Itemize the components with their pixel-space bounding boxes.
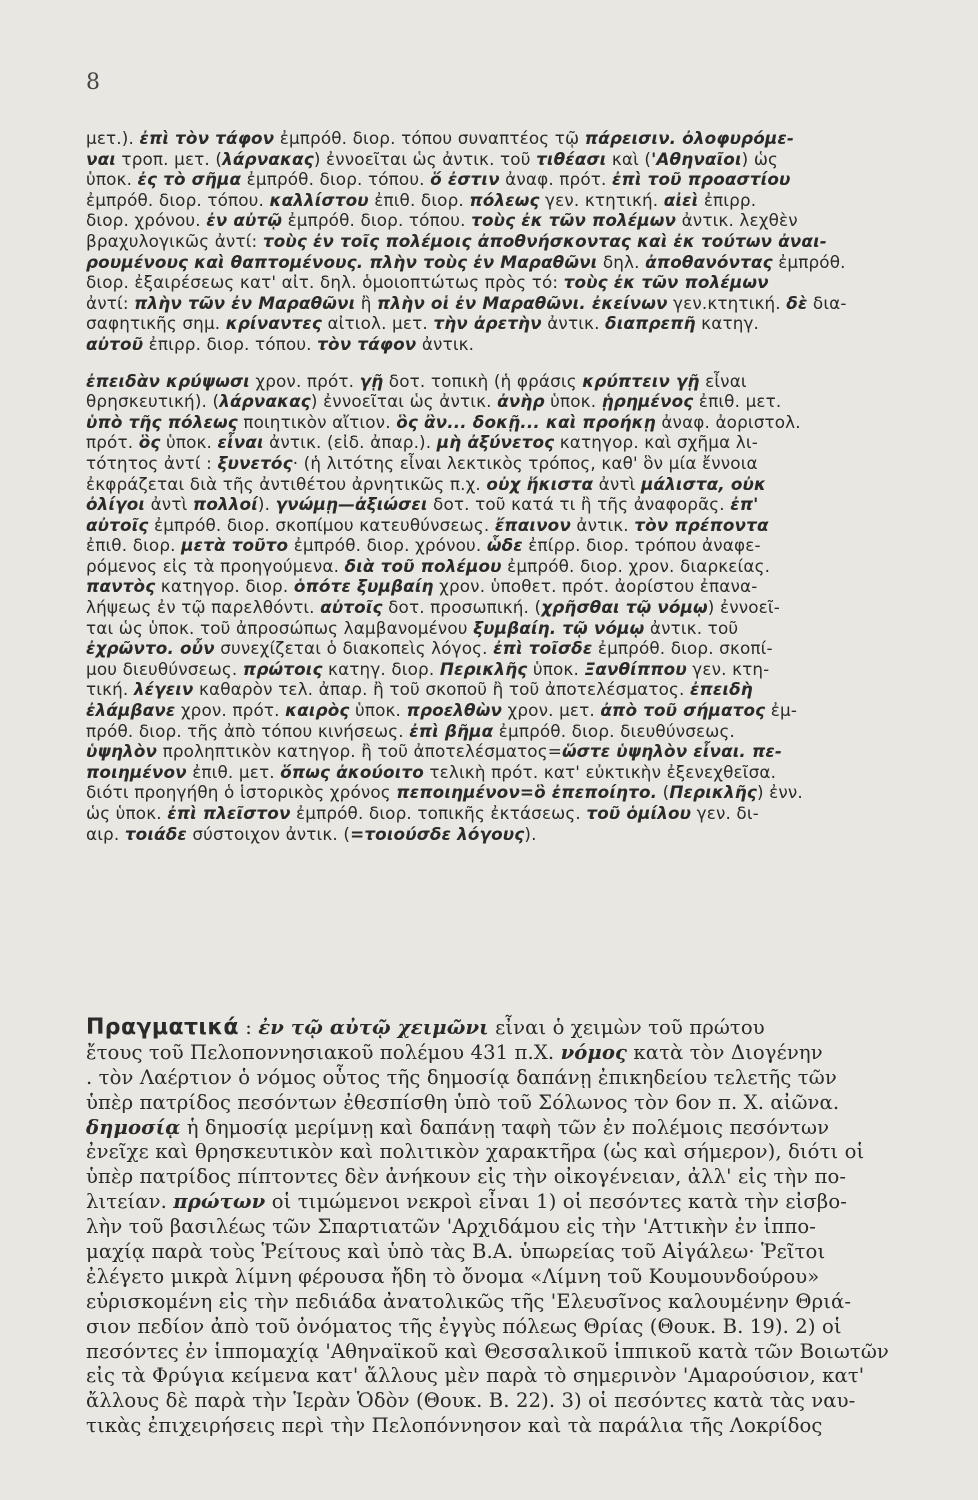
note-line: ἀντί: πλὴν τῶν ἐν Μαραθῶνι ἢ πλὴν οἱ ἐν Μαραθῶνι. ἐκείνων γεν.κτητική. δὲ δια- — [86, 292, 847, 313]
body-line: εἰς τὰ Φρύγια κείμενα κατ' ἄλλους μὲν παρὰ τὸ σημερινὸν 'Αμαρούσιον, κατ' — [86, 1364, 865, 1388]
body-line: ἐλέγετο μικρὰ λίμνη φέρουσα ἤδη τὸ ὄνομα «Λίμνη τοῦ Κουμουνδούρου» — [86, 1264, 820, 1288]
body-line: ὑπὲρ πατρίδος πεσόντων ἐθεσπίσθη ὑπὸ τοῦ Σόλωνος τὸν 6ον π. Χ. αἰῶνα. — [86, 1090, 840, 1114]
section-heading: Πραγματικά — [86, 1015, 239, 1040]
note-line: τική. λέγειν καθαρὸν τελ. ἀπαρ. ἢ τοῦ σκοποῦ ἢ τοῦ ἀποτελέσματος. ἐπειδὴ — [86, 679, 753, 700]
page-number: 8 — [86, 70, 100, 95]
body-line: . τὸν Λαέρτιον ὁ νόμος οὗτος τῆς δημοσίᾳ δαπάνῃ ἐπικηδείου τελετῆς τῶν — [86, 1065, 837, 1089]
note-line: ὡς ὑποκ. ἐπὶ πλεῖστον ἐμπρόθ. διορ. τοπικῆς ἐκτάσεως. τοῦ ὁμίλου γεν. δι- — [86, 803, 759, 823]
note-line: παντὸς κατηγορ. διορ. ὁπότε ξυμβαίη χρον. ὑποθετ. πρότ. ἀορίστου ἐπανα- — [86, 576, 758, 597]
note-line: ὀλίγοι ἀντὶ πολλοί). γνώμῃ—ἀξιώσει δοτ. τοῦ κατά τι ἢ τῆς ἀναφορᾶς. ἐπ' — [86, 494, 759, 515]
note-line: ναι τροπ. μετ. (λάρνακας) ἐννοεῖται ὡς ἀντικ. τοῦ τιθέασι καὶ ('Αθηναῖοι) ὡς — [86, 148, 779, 169]
body-line: Πραγματικά : ἐν τῷ αὐτῷ χειμῶνι εἶναι ὁ χειμὼν τοῦ πρώτου — [86, 1015, 765, 1040]
note-line: ὑποκ. ἐς τὸ σῆμα ἐμπρόθ. διορ. τόπου. ὅ ἐστιν ἀναφ. πρότ. ἐπὶ τοῦ προαστίου — [86, 169, 791, 190]
body-line: λὴν τοῦ βασιλέως τῶν Σπαρτιατῶν 'Αρχιδάμου εἰς τὴν 'Αττικὴν ἐν ἱππο- — [86, 1215, 816, 1239]
body-line: ἐνεῖχε καὶ θρησκευτικὸν καὶ πολιτικὸν χαρακτῆρα (ὡς καὶ σήμερον), διότι οἱ — [86, 1140, 865, 1164]
note-line: αὐτοῖς ἐμπρόθ. διορ. σκοπίμου κατευθύνσεως. ἔπαινον ἀντικ. τὸν πρέποντα — [86, 514, 769, 535]
note-line: ἐχρῶντο. οὖν συνεχίζεται ὁ διακοπεὶς λόγος. ἐπὶ τοῖσδε ἐμπρόθ. διορ. σκοπί- — [86, 638, 773, 659]
note-line: ρουμένους καὶ θαπτομένους. πλὴν τοὺς ἐν Μαραθῶνι δηλ. ἀποθανόντας ἐμπρόθ. — [86, 251, 846, 272]
grammar-notes — [86, 128, 966, 844]
note-line: λήψεως ἐν τῷ παρελθόντι. αὐτοῖς δοτ. προσωπική. (χρῆσθαι τῷ νόμῳ) ἐννοεῖ- — [86, 597, 780, 618]
note-line: ἐπιθ. διορ. μετὰ τοῦτο ἐμπρόθ. διορ. χρόνου. ὧδε ἐπίρρ. διορ. τρόπου ἀναφε- — [86, 535, 761, 556]
note-line: ὑπὸ τῆς πόλεως ποιητικὸν αἴτιον. ὃς ἂν... δοκῇ... καὶ προήκῃ ἀναφ. ἀοριστολ. — [86, 411, 801, 432]
note-line: ται ὡς ὑποκ. τοῦ ἀπροσώπως λαμβανομένου ξυμβαίη. τῷ νόμῳ ἀντικ. τοῦ — [86, 617, 739, 638]
note-line: ὑψηλὸν προληπτικὸν κατηγορ. ἢ τοῦ ἀποτελέσματος=ὥστε ὑψηλὸν εἶναι. πε- — [86, 741, 782, 762]
body-line: μαχίᾳ παρὰ τοὺς Ῥείτους καὶ ὑπὸ τὰς Β.Α. ὑπωρείας τοῦ Αἰγάλεω· Ῥεῖτοι — [86, 1240, 826, 1264]
note-line: αιρ. τοιάδε σύστοιχον ἀντικ. (=τοιούσδε λόγους). — [86, 823, 537, 844]
paragraph-gap — [86, 355, 966, 371]
note-line: ἐλάμβανε χρον. πρότ. καιρὸς ὑποκ. προελθὼν χρον. μετ. ἀπὸ τοῦ σήματος ἐμ- — [86, 700, 798, 721]
note-line: αὐτοῦ ἐπιρρ. διορ. τόπου. τὸν τάφον ἀντικ. — [86, 333, 475, 354]
note-line: πρότ. ὃς ὑποκ. εἶναι ἀντικ. (εἰδ. ἀπαρ.). μὴ ἀξύνετος κατηγορ. καὶ σχῆμα λι- — [86, 432, 758, 453]
note-line: θρησκευτική). (λάρνακας) ἐννοεῖται ὡς ἀντικ. ἀνὴρ ὑποκ. ᾑρημένος ἐπιθ. μετ. — [86, 391, 782, 412]
note-line: ἐπειδὰν κρύψωσι χρον. πρότ. γῇ δοτ. τοπικὴ (ἡ φράσις κρύπτειν γῇ εἶναι — [86, 370, 747, 391]
note-line: τότητος ἀντί : ξυνετός· (ἡ λιτότης εἶναι λεκτικὸς τρόπος, καθ' ὃν μία ἔννοια — [86, 452, 758, 473]
body-line: τικὰς ἐπιχειρήσεις περὶ τὴν Πελοπόννησον καὶ τὰ παράλια τῆς Λοκρίδος — [86, 1414, 823, 1438]
pragmatika-section — [86, 1016, 971, 1439]
body-line: ἔτους τοῦ Πελοποννησιακοῦ πολέμου 431 π.Χ. νόμος κατὰ τὸν Διογένην — [86, 1040, 823, 1064]
body-line: ἄλλους δὲ παρὰ τὴν Ἱερὰν Ὁδὸν (Θουκ. Β. 22). 3) οἱ πεσόντες κατὰ τὰς ναυ- — [86, 1389, 856, 1413]
note-line: σαφητικῆς σημ. κρίναντες αἰτιολ. μετ. τὴν ἀρετὴν ἀντικ. διαπρεπῆ κατηγ. — [86, 313, 760, 334]
body-line: ὑπὲρ πατρίδος πίπτοντες δὲν ἀνήκουν εἰς τὴν οἰκογένειαν, ἀλλ' εἰς τὴν πο- — [86, 1165, 847, 1189]
note-line: διορ. ἐξαιρέσεως κατ' αἰτ. δηλ. ὁμοιοπτώτως πρὸς τό: τοὺς ἐκ τῶν πολέμων — [86, 272, 769, 293]
note-line: ἐμπρόθ. διορ. τόπου. καλλίστου ἐπιθ. διορ. πόλεως γεν. κτητική. αἰεὶ ἐπιρρ. — [86, 189, 757, 210]
note-line: ποιημένον ἐπιθ. μετ. ὅπως ἀκούοιτο τελικὴ πρότ. κατ' εὐκτικὴν ἐξενεχθεῖσα. — [86, 761, 777, 782]
body-line: εὑρισκομένη εἰς τὴν πεδιάδα ἀνατολικῶς τῆς 'Ελευσῖνος καλουμένην Θριά- — [86, 1289, 852, 1313]
note-line: διορ. χρόνου. ἐν αὐτῷ ἐμπρόθ. διορ. τόπου. τοὺς ἐκ τῶν πολέμων ἀντικ. λεχθὲν — [86, 210, 798, 231]
note-line: διότι προηγήθη ὁ ἱστορικὸς χρόνος πεποιημένον=ὃ ἐπεποίητο. (Περικλῆς) ἐνν. — [86, 782, 803, 803]
body-line: πεσόντες ἐν ἱππομαχίᾳ 'Αθηναϊκοῦ καὶ Θεσσαλικοῦ ἱππικοῦ κατὰ τῶν Βοιωτῶν — [86, 1339, 889, 1363]
note-line: πρόθ. διορ. τῆς ἀπὸ τόπου κινήσεως. ἐπὶ βῆμα ἐμπρόθ. διορ. διευθύνσεως. — [86, 720, 735, 741]
body-line: σιον πεδίον ἀπὸ τοῦ ὀνόματος τῆς ἐγγὺς πόλεως Θρίας (Θουκ. Β. 19). 2) οἱ — [86, 1314, 842, 1338]
note-line: βραχυλογικῶς ἀντί: τοὺς ἐν τοῖς πολέμοις ἀποθνήσκοντας καὶ ἐκ τούτων ἀναι- — [86, 230, 827, 251]
note-line: ρόμενος εἰς τὰ προηγούμενα. διὰ τοῦ πολέμου ἐμπρόθ. διορ. χρον. διαρκείας. — [86, 555, 771, 576]
body-line: δημοσίᾳ ἡ δημοσίᾳ μερίμνῃ καὶ δαπάνῃ ταφὴ τῶν ἐν πολέμοις πεσόντων — [86, 1115, 830, 1139]
note-line: μου διευθύνσεως. πρώτοις κατηγ. διορ. Περικλῆς ὑποκ. Ξανθίππου γεν. κτη- — [86, 658, 770, 679]
note-line: ἐκφράζεται διὰ τῆς ἀντιθέτου ἀρνητικῶς π.χ. οὐχ ἥκιστα ἀντὶ μάλιστα, οὐκ — [86, 473, 767, 494]
body-line: λιτείαν. πρώτων οἱ τιμώμενοι νεκροὶ εἶναι 1) οἱ πεσόντες κατὰ τὴν εἰσβο- — [86, 1190, 847, 1214]
note-line: μετ.). ἐπὶ τὸν τάφον ἐμπρόθ. διορ. τόπου συναπτέος τῷ πάρεισιν. ὀλοφυρόμε- — [86, 128, 795, 148]
